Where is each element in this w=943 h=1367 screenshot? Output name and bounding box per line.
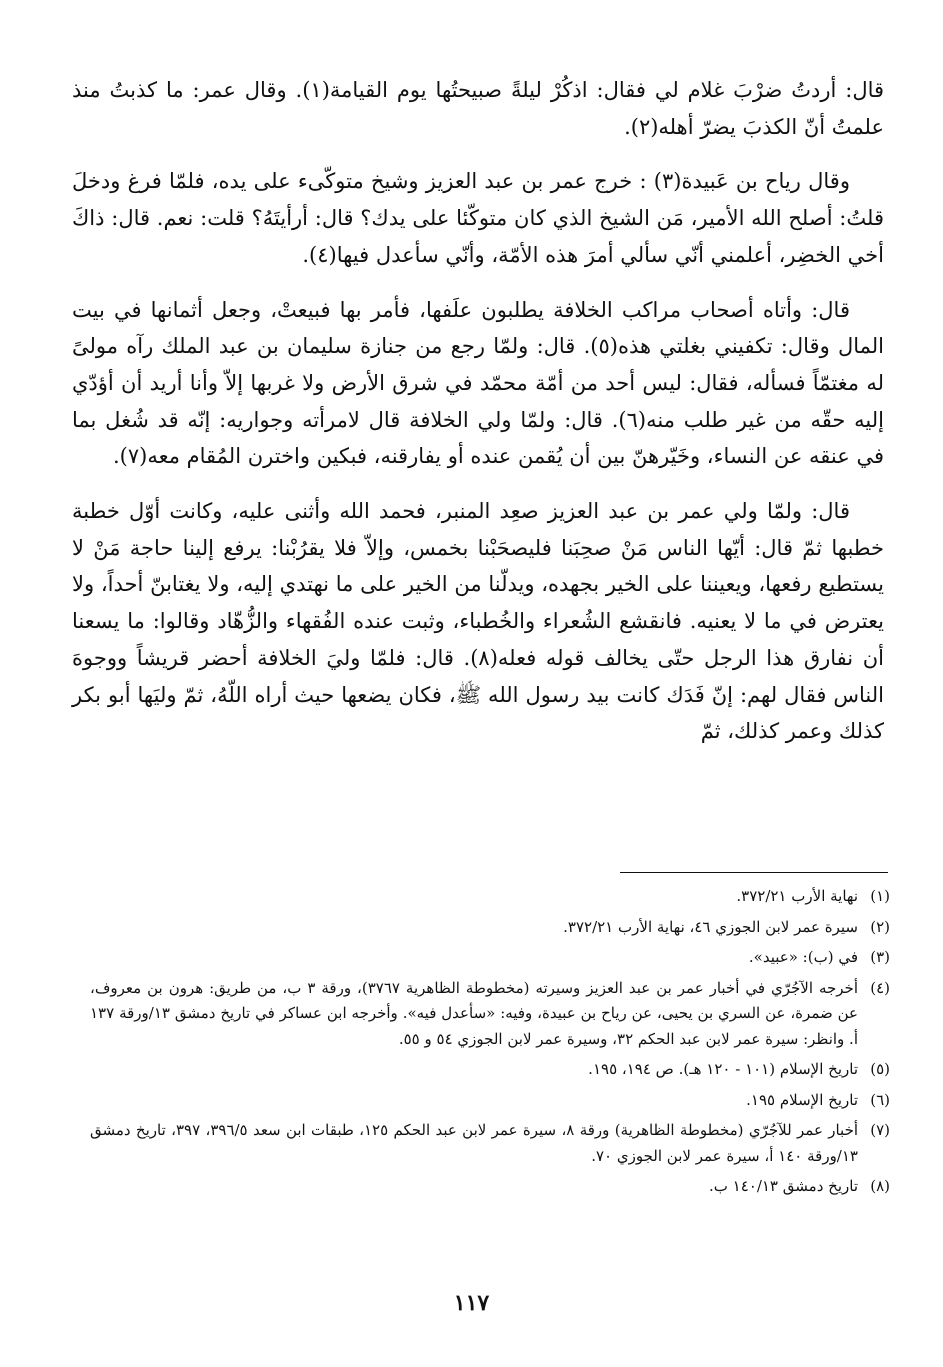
footnote <box>90 1174 890 1200</box>
footnote <box>90 1057 890 1083</box>
footnote-text: سيرة عمر لابن الجوزي ٤٦، نهاية الأرب ٣٧٢/٢١. <box>563 917 858 936</box>
footnote <box>90 1118 890 1169</box>
footnote-number: (٥) <box>870 1060 890 1078</box>
footnote-number: (٧) <box>870 1121 890 1139</box>
footnote-text: تاريخ الإسلام (١٠١ - ١٢٠ هـ). ص ١٩٤، ١٩٥. <box>588 1060 858 1078</box>
footnote-number: (٨) <box>870 1177 890 1195</box>
footnote <box>90 945 890 971</box>
footnote-number: (٢) <box>870 917 890 936</box>
footnote-text: تاريخ دمشق ١٤٠/١٣ ب. <box>708 1177 858 1195</box>
footnote-number: (١) <box>870 887 890 905</box>
footnote-number: (٣) <box>870 948 890 966</box>
footnotes <box>90 884 890 1205</box>
footnote-text: تاريخ الإسلام ١٩٥. <box>746 1090 858 1109</box>
footnote-text: أخبار عمر للآجُرّي (مخطوطة الظاهرية) ورقة ٨، سيرة عمر لابن عبد الحكم ١٢٥، طبقات ابن سعد ٣٩٦/٥، ٣٩٧، تاريخ دمشق ١٣/ورقة ١٤٠ أ، سيرة عمر لابن الجوزي ٧٠. <box>90 1121 859 1165</box>
footnote <box>90 1088 890 1114</box>
footnote-text: في (ب): «عبيد». <box>748 948 858 966</box>
footnote-number: (٦) <box>870 1090 890 1109</box>
footnote-number: (٤) <box>870 978 890 997</box>
footnote <box>90 915 890 941</box>
main-text <box>72 72 884 768</box>
footnote <box>90 976 890 1053</box>
footnote-text: أخرجه الآجُرّي في أخبار عمر بن عبد العزيز وسيرته (مخطوطة الظاهرية ٣٧٦٧)، ورقة ٣ ب، من طريق: هرون بن معروف، عن ضمرة، عن السري بن يحيى، عن رياح بن عبيدة، وفيه: «سأعدل فيه». وأخرجه ابن عساكر في تاريخ دمشق ١٣/ورقة ١٣٧ أ. وانظر: سيرة عمر لابن عبد الحكم ٣٢، وسيرة عمر لابن الجوزي ٥٤ و ٥٥. <box>90 978 858 1048</box>
footnote <box>90 884 890 910</box>
paragraph: قال: ولمّا ولي عمر بن عبد العزيز صعِد المنبر، فحمد الله وأثنى عليه، وكانت أوّل خطبة خطبها ثمّ قال: أيّها الناس مَنْ صحِبَنا فليصحَبْنا بخمس، وإلاّ فلا يقرُبْنا: يرفع إلينا حاجة مَنْ لا يستطيع رفعها، ويعيننا على الخير بجهده، ويدلّنا من الخير على ما نهتدي إليه، ولا يغتابنّ أحداً، ولا يعترض في ما لا يعنيه. فانقشع الشُعراء والخُطباء، وثبت عنده الفُقهاء والزُّهّاد وقالوا: ما يسعنا أن نفارق هذا الرجل حتّى يخالف قوله فعله(٨). قال: فلمّا وليَ الخلافة أحضر قريشاً ووجوهَ الناس فقال لهم: إنّ فَدَك كانت بيد رسول الله ﷺ، فكان يضعها حيث أراه اللّهُ، ثمّ وليَها أبو بكر كذلك وعمر كذلك، ثمّ <box>72 499 884 744</box>
paragraph: قال: أردتُ ضرْبَ غلام لي فقال: اذكُرْ ليلةً صبيحتُها يوم القيامة(١). وقال عمر: ما كذبتُ منذ علمتُ أنّ الكذبَ يضرّ أهله(٢). <box>72 78 885 139</box>
page-number: ١١٧ <box>453 1290 490 1316</box>
paragraph: وقال رياح بن عَبيدة(٣) : خرج عمر بن عبد العزيز وشيخ متوكّىء على يده، فلمّا فرغ ودخلَ قلتُ: أصلح الله الأمير، مَن الشيخ الذي كان متوكّئا على يدك؟ قال: أرأيتَهُ؟ قلت: نعم. قال: ذاكَ أخي الخضِر، أعلمني أنّي سألي أمرَ هذه الأمّة، وأنّي سأعدل فيها(٤). <box>72 169 884 267</box>
footnote-separator <box>620 872 888 873</box>
footnote-text: نهاية الأرب ٣٧٢/٢١. <box>736 887 858 905</box>
paragraph: قال: وأتاه أصحاب مراكب الخلافة يطلبون علَفها، فأمر بها فبيعتْ، وجعل أثمانها في بيت المال وقال: تكفيني بغلتي هذه(٥). قال: ولمّا رجع من جنازة سليمان بن عبد الملك رآه مولىً له مغتمّاً فسأله، فقال: ليس أحد من أمّة محمّد في شرق الأرض ولا غربها إلاّ وأنا أريد أن أؤدّي إليه حقّه من غير طلب منه(٦). قال: ولمّا ولي الخلافة قال لامرأته وجواريه: إنّه قد شُغل بما في عنقه عن النساء، وخَيّرهنّ بين أن يُقمن عنده أو يفارقنه، فبكين واخترن المُقام معه(٧). <box>72 297 885 469</box>
